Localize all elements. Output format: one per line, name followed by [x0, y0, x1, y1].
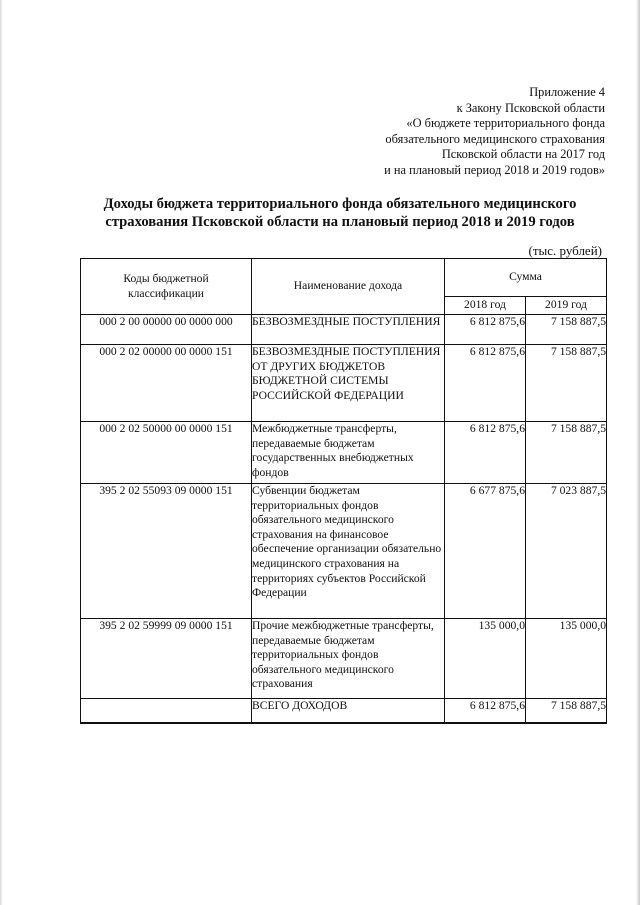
row-name: Межбюджетные трансферты, передаваемые бюджетам государственных внебюджетных фондов	[252, 422, 445, 484]
row-code	[81, 699, 252, 723]
table-row	[81, 484, 607, 619]
row-value-2019: 7 158 887,5	[526, 315, 607, 345]
table-row	[81, 619, 607, 699]
row-value-2019: 7 023 887,5	[526, 484, 607, 619]
header-name: Наименование дохода	[252, 259, 445, 315]
table-row	[81, 315, 607, 345]
row-name: БЕЗВОЗМЕЗДНЫЕ ПОСТУПЛЕНИЯ	[252, 315, 445, 345]
units-label: (тыс. рублей)	[528, 243, 602, 258]
row-name: ВСЕГО ДОХОДОВ	[252, 699, 445, 723]
table-row	[81, 422, 607, 484]
header-code: Коды бюджетной классификации	[81, 259, 252, 315]
row-value-2019: 7 158 887,5	[526, 699, 607, 723]
document-title	[60, 196, 620, 231]
header-sum: Сумма	[445, 259, 607, 297]
row-value-2019: 7 158 887,5	[526, 345, 607, 422]
row-value-2018: 6 812 875,6	[445, 422, 526, 484]
row-value-2018: 6 812 875,6	[445, 315, 526, 345]
appendix-note	[384, 85, 605, 179]
appendix-line: Псковской области на 2017 год	[441, 147, 605, 162]
row-value-2018: 6 677 875,6	[445, 484, 526, 619]
scan-edge-left	[0, 0, 3, 905]
row-value-2019: 7 158 887,5	[526, 422, 607, 484]
row-name: Субвенции бюджетам территориальных фондов обязательного медицинского страхования на финансовое обеспечение организации обязательно медицинского страхования на территориях субъектов Российской Федерации	[252, 484, 445, 619]
row-code: 000 2 00 00000 00 0000 000	[81, 315, 252, 345]
table-row-total	[81, 699, 607, 723]
appendix-line: «О бюджете территориального фонда	[406, 116, 605, 131]
title-line-2: страхования Псковской области на плановый период 2018 и 2019 годов	[105, 213, 575, 230]
table-row	[81, 345, 607, 422]
appendix-line: к Закону Псковской области	[456, 100, 605, 115]
row-code: 395 2 02 55093 09 0000 151	[81, 484, 252, 619]
row-name: Прочие межбюджетные трансферты, передаваемые бюджетам территориальных фондов обязательного медицинского страхования	[252, 619, 445, 699]
income-table	[80, 258, 607, 724]
row-code: 000 2 02 50000 00 0000 151	[81, 422, 252, 484]
row-value-2018: 6 812 875,6	[445, 345, 526, 422]
appendix-line: обязательного медицинского страхования	[385, 131, 605, 146]
row-value-2019: 135 000,0	[526, 619, 607, 699]
scan-edge-right	[636, 0, 640, 905]
row-name: БЕЗВОЗМЕЗДНЫЕ ПОСТУПЛЕНИЯ ОТ ДРУГИХ БЮДЖЕТОВ БЮДЖЕТНОЙ СИСТЕМЫ РОССИЙСКОЙ ФЕДЕРАЦИИ	[252, 345, 445, 422]
row-value-2018: 135 000,0	[445, 619, 526, 699]
header-year-2018: 2018 год	[445, 297, 526, 315]
row-code: 395 2 02 59999 09 0000 151	[81, 619, 252, 699]
row-code: 000 2 02 00000 00 0000 151	[81, 345, 252, 422]
appendix-line: и на плановый период 2018 и 2019 годов»	[384, 162, 605, 177]
title-line-1: Доходы бюджета территориального фонда обязательного медицинского	[103, 196, 577, 212]
row-value-2018: 6 812 875,6	[445, 699, 526, 723]
header-year-2019: 2019 год	[526, 297, 607, 315]
appendix-line: Приложение 4	[529, 85, 605, 99]
